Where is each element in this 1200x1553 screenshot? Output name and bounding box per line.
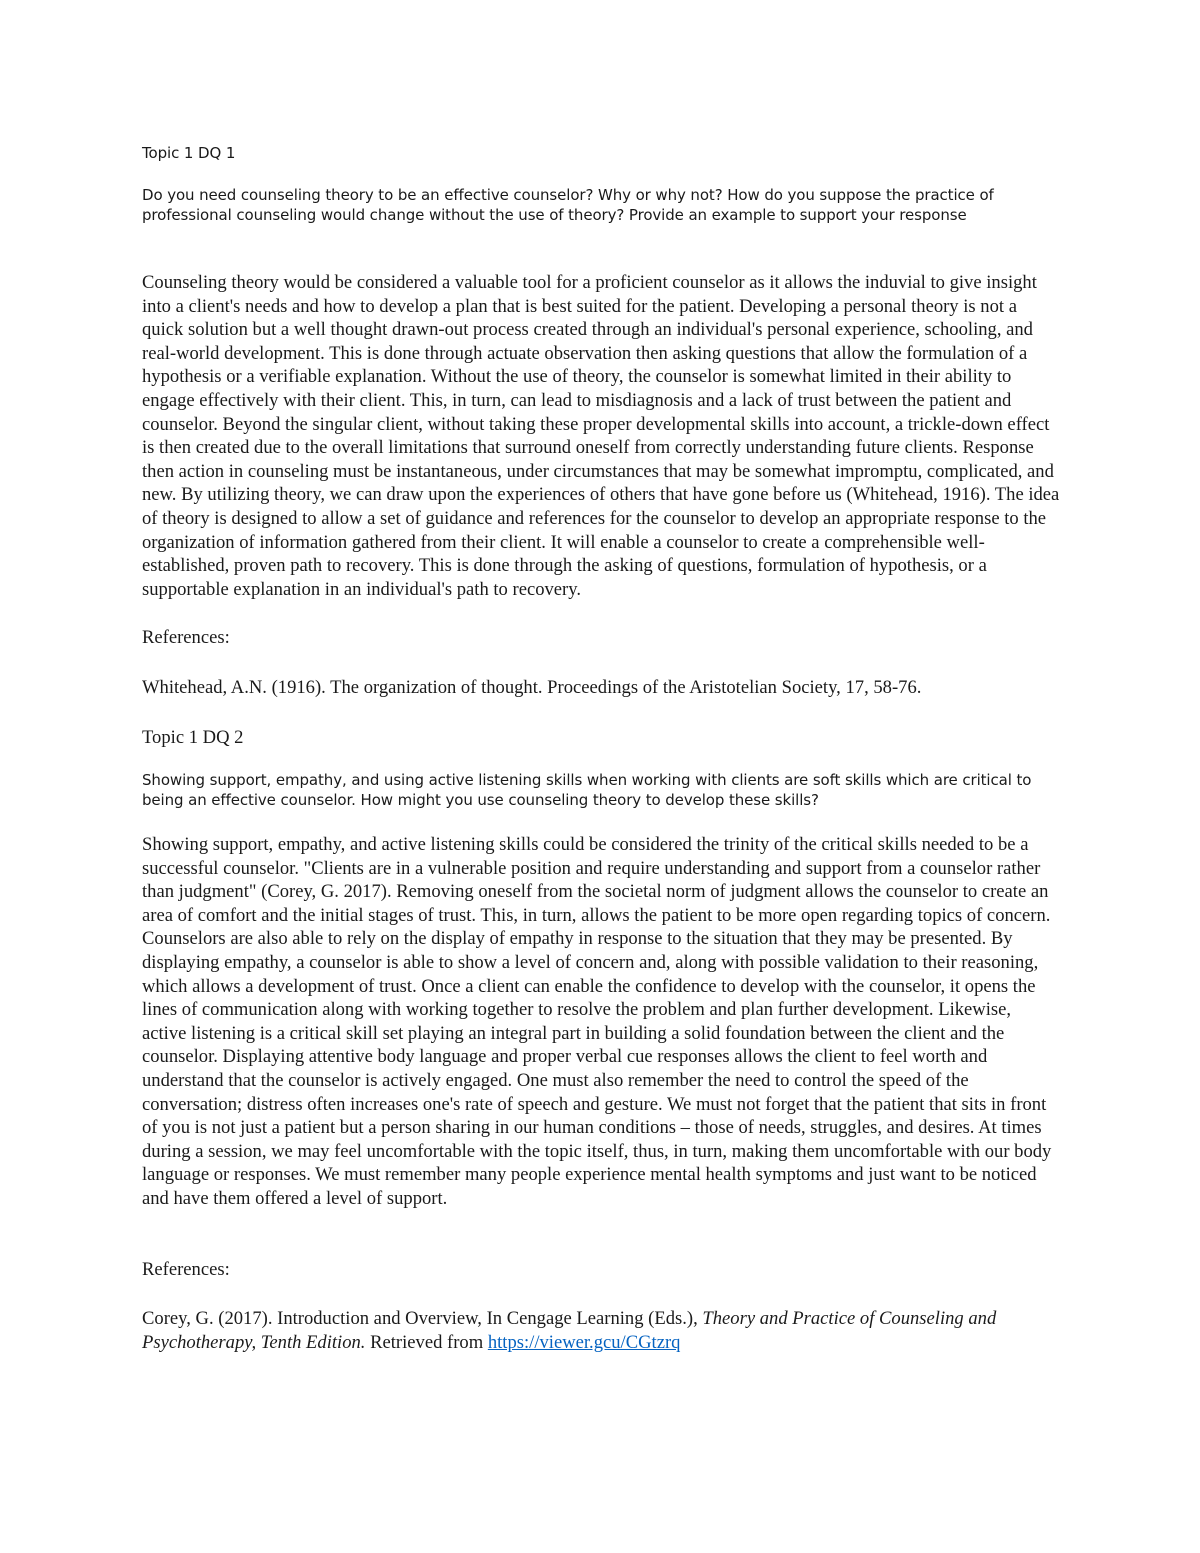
dq2-reference-lead: Corey, G. (2017). Introduction and Overview, In Cengage Learning (Eds.),	[142, 1308, 703, 1330]
dq1-title: Topic 1 DQ 1	[142, 144, 236, 162]
dq2-reference	[142, 1307, 1060, 1354]
dq2-references-heading: References:	[142, 1258, 230, 1280]
dq2-title: Topic 1 DQ 2	[142, 726, 244, 748]
dq1-references-heading: References:	[142, 627, 230, 649]
dq1-question: Do you need counseling theory to be an effective counselor? Why or why not? How do you suppose the practice of professional counseling would change without the use of theory? Provide an example to support your response	[142, 186, 994, 224]
dq2-reference-book-title: Theory and Practice of Counseling and Psychotherapy, Tenth Edition.	[142, 1308, 997, 1353]
dq2-reference-retrieved: Retrieved from	[365, 1331, 488, 1353]
dq1-answer: Counseling theory would be considered a valuable tool for a proficient counselor as it allows the induvial to give insight into a client's needs and how to develop a plan that is best suited for the patient. Developing a personal theory is not a quick solution but a well thought drawn-out process created through an individual's personal experience, schooling, and real-world development. This is done through actuate observation then asking questions that allow the formulation of a hypothesis or a verifiable explanation. Without the use of theory, the counselor is somewhat limited in their ability to engage effectively with their client. This, in turn, can lead to misdiagnosis and a lack of trust between the patient and counselor. Beyond the singular client, without taking these proper developmental skills into account, a trickle-down effect is then created due to the overall limitations that surround oneself from correctly understanding future clients. Response then action in counseling must be instantaneous, under circumstances that may be somewhat impromptu, complicated, and new. By utilizing theory, we can draw upon the experiences of others that have gone before us (Whitehead, 1916). The idea of theory is designed to allow a set of guidance and references for the counselor to develop an appropriate response to the organization of information gathered from their client. It will enable a counselor to create a comprehensible well-established, proven path to recovery. This is done through the asking of questions, formulation of hypothesis, or a supportable explanation in an individual's path to recovery.	[142, 272, 1060, 600]
dq1-reference: Whitehead, A.N. (1916). The organization of thought. Proceedings of the Aristotelian Society, 17, 58-76.	[142, 676, 922, 698]
reference-link[interactable]: https://viewer.gcu/CGtzrq	[487, 1331, 681, 1353]
document-body	[142, 139, 1060, 1354]
dq2-question: Showing support, empathy, and using active listening skills when working with clients are soft skills which are critical to being an effective counselor. How might you use counseling theory to develop these skills?	[142, 771, 1032, 810]
dq2-answer: Showing support, empathy, and active listening skills could be considered the trinity of the critical skills needed to be a successful counselor. "Clients are in a vulnerable position and require understanding and support from a counselor rather than judgment" (Corey, G. 2017). Removing oneself from the societal norm of judgment allows the counselor to create an area of comfort and the initial stages of trust. This, in turn, allows the patient to be more open regarding topics of concern. Counselors are also able to rely on the display of empathy in response to the situation that they may be presented. By displaying empathy, a counselor is able to show a level of concern and, along with possible validation to their reasoning, which allows a development of trust. Once a client can enable the confidence to develop with the counselor, it opens the lines of communication along with working together to resolve the problem and plan further development. Likewise, active listening is a critical skill set playing an integral part in building a solid foundation between the client and the counselor. Displaying attentive body language and proper verbal cue responses allows the client to feel worth and understand that the counselor is actively engaged. One must also remember the need to control the speed of the conversation; distress often increases one's rate of speech and gesture. We must not forget that the patient that sits in front of you is not just a patient but a person sharing in our human conditions – those of needs, struggles, and desires. At times during a session, we may feel uncomfortable with the topic itself, thus, in turn, making them uncomfortable with our body language or responses. We must remember many people experience mental health symptoms and just want to be noticed and have them offered a level of support.	[142, 834, 1052, 1209]
